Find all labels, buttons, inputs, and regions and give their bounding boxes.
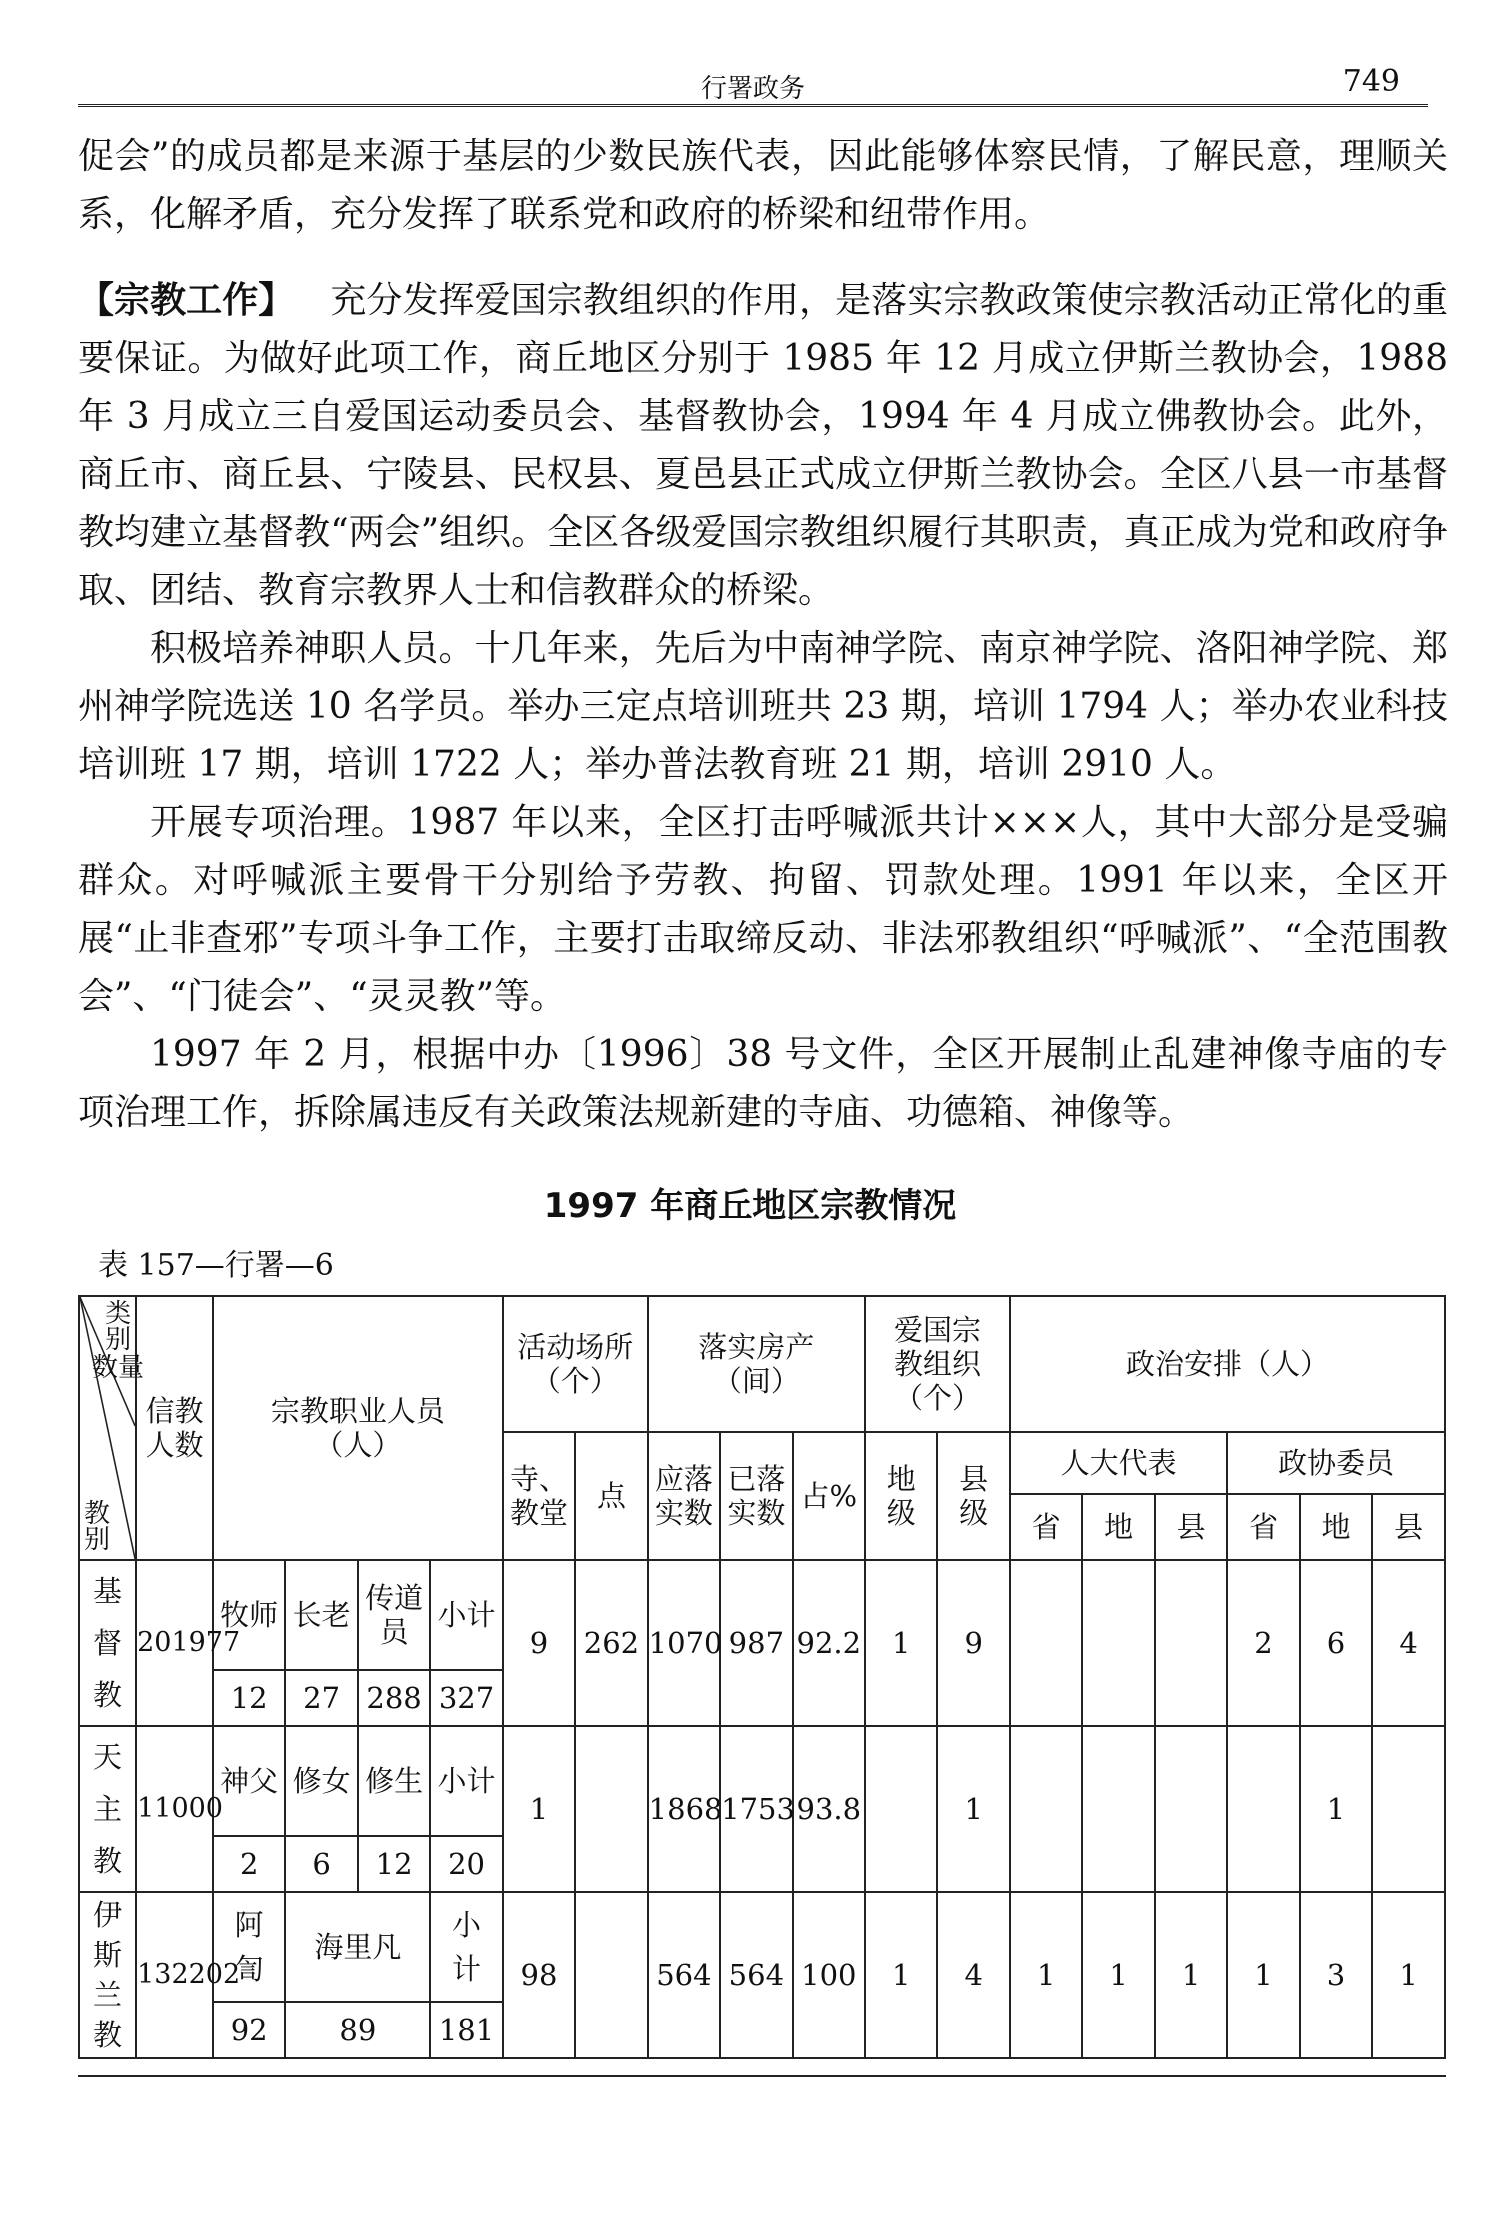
religion-name-cell: 伊斯兰教 — [79, 1892, 136, 2058]
clergy-value-cell: 6 — [285, 1836, 357, 1892]
cppcc-county-cell — [1372, 1726, 1445, 1892]
cppcc-prefecture-cell: 6 — [1300, 1560, 1372, 1726]
org-county-cell: 1 — [937, 1726, 1009, 1892]
paragraph-special-governance: 开展专项治理。1987 年以来，全区打击呼喊派共计×××人，其中大部分是受骗群众。对呼喊派主要骨干分别给予劳教、拘留、罚款处理。1991 年以来，全区开展“止非查邪”专项斗争工作，主要打击取缔反动、非法邪教组织“呼喊派”、“全范围教会”、“门徒会”、“灵灵教”等。 — [78, 802, 1448, 1017]
clergy-value-cell: 92 — [213, 2002, 285, 2058]
header-prefecture-level: 地级 — [865, 1432, 937, 1560]
npc-county-cell — [1155, 1560, 1227, 1726]
temples-cell: 98 — [503, 1892, 575, 2058]
paragraph-clergy-training: 积极培养神职人员。十几年来，先后为中南神学院、南京神学院、洛阳神学院、郑州神学院选送 10 名学员。举办三定点培训班共 23 期，培训 1794 人；举办农业科技培训班 17 期，培训 1722 人；举办普法教育班 21 期，培训 2910 人。 — [78, 628, 1448, 785]
npc-prefecture-cell — [1082, 1726, 1154, 1892]
cppcc-province-cell — [1227, 1726, 1299, 1892]
header-county-level: 县级 — [937, 1432, 1009, 1560]
clergy-label-cell: 小计 — [430, 1560, 502, 1670]
should-cell: 1868 — [648, 1726, 720, 1892]
clergy-label-cell: 传道员 — [358, 1560, 430, 1670]
corner-label-quantity: 数量 — [91, 1353, 144, 1383]
should-cell: 1070 — [648, 1560, 720, 1726]
points-cell — [575, 1892, 647, 2058]
npc-province-cell — [1010, 1560, 1082, 1726]
clergy-value-cell: 20 — [430, 1836, 502, 1892]
header-property: 落实房产（间） — [648, 1296, 865, 1432]
page-number: 749 — [1342, 64, 1400, 99]
religion-name-cell: 基督教 — [79, 1560, 136, 1726]
clergy-value-cell: 27 — [285, 1670, 357, 1726]
clergy-label-cell: 修女 — [285, 1726, 357, 1836]
org-county-cell: 4 — [937, 1892, 1009, 2058]
cppcc-county-cell: 1 — [1372, 1892, 1445, 2058]
religion-table — [78, 1295, 1446, 2059]
table-row — [79, 1726, 1445, 1836]
header-npc-county: 县 — [1155, 1494, 1227, 1560]
believers-cell: 132202 — [136, 1892, 213, 2058]
should-cell: 564 — [648, 1892, 720, 2058]
header-cppcc: 政协委员 — [1227, 1432, 1445, 1494]
clergy-value-cell: 12 — [213, 1670, 285, 1726]
done-cell: 1753 — [720, 1726, 792, 1892]
header-npc-prefecture: 地 — [1082, 1494, 1154, 1560]
org-prefecture-cell: 1 — [865, 1560, 937, 1726]
npc-prefecture-cell: 1 — [1082, 1892, 1154, 2058]
table-bottom-rule — [78, 2075, 1446, 2077]
header-believers: 信教人数 — [136, 1296, 213, 1560]
header-done: 已落实数 — [720, 1432, 792, 1560]
clergy-label-cell: 修生 — [358, 1726, 430, 1836]
header-venues: 活动场所（个） — [503, 1296, 648, 1432]
body-text — [78, 128, 1448, 1142]
clergy-value-cell: 89 — [285, 2002, 430, 2058]
running-header-section: 行署政务 — [700, 74, 805, 104]
points-cell: 262 — [575, 1560, 647, 1726]
clergy-label-cell: 阿訇 — [213, 1892, 285, 2002]
npc-county-cell: 1 — [1155, 1892, 1227, 2058]
cppcc-province-cell: 2 — [1227, 1560, 1299, 1726]
npc-prefecture-cell — [1082, 1560, 1154, 1726]
temples-cell: 9 — [503, 1560, 575, 1726]
header-cppcc-county: 县 — [1372, 1494, 1445, 1560]
believers-cell: 11000 — [136, 1726, 213, 1892]
header-clergy: 宗教职业人员（人） — [213, 1296, 503, 1560]
cppcc-county-cell: 4 — [1372, 1560, 1445, 1726]
header-row-top — [79, 1296, 1445, 1432]
cppcc-prefecture-cell: 3 — [1300, 1892, 1372, 2058]
org-prefecture-cell: 1 — [865, 1892, 937, 2058]
pct-cell: 92.2 — [793, 1560, 865, 1726]
clergy-value-cell: 12 — [358, 1836, 430, 1892]
clergy-label-cell: 小计 — [430, 1892, 502, 2002]
org-county-cell: 9 — [937, 1560, 1009, 1726]
table-row — [79, 1892, 1445, 2002]
header-npc: 人大代表 — [1010, 1432, 1227, 1494]
running-header — [78, 60, 1428, 107]
clergy-label-cell: 海里凡 — [285, 1892, 430, 2002]
cppcc-province-cell: 1 — [1227, 1892, 1299, 2058]
corner-header-cell — [79, 1296, 144, 1560]
clergy-label-cell: 长老 — [285, 1560, 357, 1670]
done-cell: 987 — [720, 1560, 792, 1726]
header-temples: 寺、教堂 — [503, 1432, 575, 1560]
clergy-label-cell: 牧师 — [213, 1560, 285, 1670]
pct-cell: 100 — [793, 1892, 865, 2058]
npc-county-cell — [1155, 1726, 1227, 1892]
header-cppcc-province: 省 — [1227, 1494, 1299, 1560]
clergy-value-cell: 327 — [430, 1670, 502, 1726]
clergy-label-cell: 神父 — [213, 1726, 285, 1836]
paragraph-religion-work — [78, 272, 1448, 620]
npc-province-cell — [1010, 1726, 1082, 1892]
table-title: 1997 年商丘地区宗教情况 — [543, 1186, 957, 1226]
header-npc-province: 省 — [1010, 1494, 1082, 1560]
paragraph-continued: 促会”的成员都是来源于基层的少数民族代表，因此能够体察民情，了解民意，理顺关系，化解矛盾，充分发挥了联系党和政府的桥梁和纽带作用。 — [78, 136, 1448, 235]
clergy-value-cell: 181 — [430, 2002, 502, 2058]
points-cell — [575, 1726, 647, 1892]
done-cell: 564 — [720, 1892, 792, 2058]
corner-label-category: 类别 — [105, 1299, 132, 1355]
header-points: 点 — [575, 1432, 647, 1560]
org-prefecture-cell — [865, 1726, 937, 1892]
clergy-value-cell: 288 — [358, 1670, 430, 1726]
temples-cell: 1 — [503, 1726, 575, 1892]
header-pct: 占% — [793, 1432, 865, 1560]
pct-cell: 93.8 — [793, 1726, 865, 1892]
header-orgs: 爱国宗教组织（个） — [865, 1296, 1010, 1432]
header-political: 政治安排（人） — [1010, 1296, 1445, 1432]
header-cppcc-prefecture: 地 — [1300, 1494, 1372, 1560]
believers-cell: 201977 — [136, 1560, 213, 1726]
header-should: 应落实数 — [648, 1432, 720, 1560]
clergy-value-cell: 2 — [213, 1836, 285, 1892]
cppcc-prefecture-cell: 1 — [1300, 1726, 1372, 1892]
clergy-label-cell: 小计 — [430, 1726, 502, 1836]
corner-label-religion: 教别 — [84, 1499, 111, 1555]
paragraph-1997-campaign: 1997 年 2 月，根据中办〔1996〕38 号文件，全区开展制止乱建神像寺庙的专项治理工作，拆除属违反有关政策法规新建的寺庙、功德箱、神像等。 — [78, 1034, 1448, 1133]
table-row — [79, 1560, 1445, 1670]
religion-name-cell: 天主教 — [79, 1726, 136, 1892]
table-number: 表 157—行署—6 — [98, 1248, 334, 1283]
npc-province-cell: 1 — [1010, 1892, 1082, 2058]
paragraph-religion-work-text: 充分发挥爱国宗教组织的作用，是落实宗教政策使宗教活动正常化的重要保证。为做好此项工作，商丘地区分别于 1985 年 12 月成立伊斯兰教协会，1988 年 3 月成立三自爱国运动委员会、基督教协会，1994 年 4 月成立佛教协会。此外，商丘市、商丘县、宁陵县、民权县、夏邑县正式成立伊斯兰教协会。全区八县一市基督教均建立基督教“两会”组织。全区各级爱国宗教组织履行其职责，真正成为党和政府争取、团结、教育宗教界人士和信教群众的桥梁。 — [78, 280, 1448, 611]
section-label: 【宗教工作】 — [78, 280, 295, 321]
